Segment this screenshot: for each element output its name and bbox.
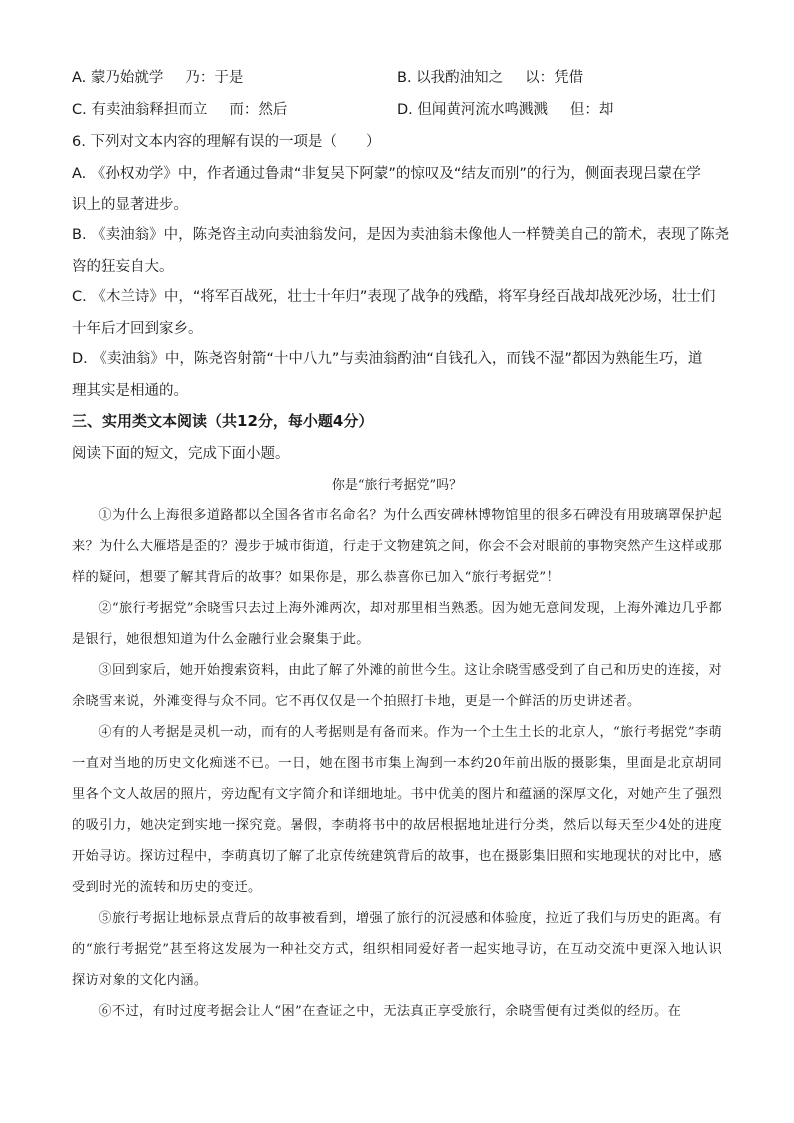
q6-stem: 6. 下列对文本内容的理解有误的一项是（ ） [72,134,381,150]
article-body [72,500,722,1027]
q5-option-c-gloss: 而：然后 [229,102,288,118]
q5-option-d[interactable] [397,98,613,119]
article-paragraph: ①为什么上海很多道路都以全国各省市名命名？为什么西安碑林博物馆里的很多石碑没有用玻璃罩保护起来？为什么大雁塔是歪的？漫步于城市街道，行走于文物建筑之间，你会不会对眼前的事物突然产生这样或那样的疑问，想要了解其背后的故事？如果你是，那么恭喜你已加入“旅行考据党”！ [72,508,722,585]
article-title: 你是“旅行考据党”吗？ [331,478,463,493]
article-paragraph: ⑤旅行考据让地标景点背后的故事被看到，增强了旅行的沉浸感和体验度，拉近了我们与历史的距离。有的“旅行考据党”甚至将这发展为一种社交方式，组织相同爱好者一起实地寻访，在互动交流中更深入地认识探访对象的文化内涵。 [72,911,722,988]
q6-option-a-line-1[interactable]: A. 《孙权劝学》中，作者通过鲁肃“非复吴下阿蒙”的惊叹及“结友而别”的行为，侧面表现吕蒙在学 [72,166,701,182]
q5-option-d-gloss: 但：却 [569,102,614,118]
q5-option-d-text: D. 但闻黄河流水鸣溅溅 [397,102,548,118]
q6-option-d-line-2: 理其实是相通的。 [72,383,188,399]
q5-option-c[interactable] [72,98,287,119]
q5-options-row-2 [72,98,732,126]
q5-option-b-gloss: 以：凭借 [525,70,584,86]
q5-option-a-text: A. 蒙乃始就学 [72,70,164,86]
q5-option-a[interactable] [72,66,243,87]
q5-options-row-1 [72,66,732,94]
q5-option-a-gloss: 乃：于是 [185,70,244,86]
section-heading: 三、实用类文本阅读（共12分，每小题4分） [72,412,374,430]
q5-option-b-text: B. 以我酌油知之 [397,70,504,86]
q6-option-a-line-2: 识上的显著进步。 [72,197,188,213]
q5-option-c-text: C. 有卖油翁释担而立 [72,102,208,118]
article-paragraph: ②“旅行考据党”余晓雪只去过上海外滩两次，却对那里相当熟悉。因为她无意间发现，上海外滩边几乎都是银行，她很想知道为什么金融行业会聚集于此。 [72,601,722,647]
article-paragraph: ③回到家后，她开始搜索资料，由此了解了外滩的前世今生。这让余晓雪感受到了自己和历史的连接，对余晓雪来说，外滩变得与众不同。它不再仅仅是一个拍照打卡地，更是一个鲜活的历史讲述者。 [72,663,722,709]
q6-option-b-line-2: 咨的狂妄自大。 [72,259,174,275]
q6-option-c-line-2: 十年后才回到家乡。 [72,321,203,337]
article-paragraph: ④有的人考据是灵机一动，而有的人考据则是有备而来。作为一个土生土长的北京人，“旅行考据党”李萌一直对当地的历史文化痴迷不已。一日，她在图书市集上淘到一本约20年前出版的摄影集，里面是北京胡同里各个文人故居的照片，旁边配有文字简介和详细地址。书中优美的图片和蕴涵的深厚文化，对她产生了强烈的吸引力，她决定到实地一探究竟。暑假，李萌将书中的故居根据地址进行分类，然后以每天至少4处的进度开始寻访。探访过程中，李萌真切了解了北京传统建筑背后的故事，也在摄影集旧照和实地现状的对比中，感受到时光的流转和历史的变迁。 [72,725,722,895]
q6-option-c-line-1[interactable]: C. 《木兰诗》中，“将军百战死，壮士十年归”表现了战争的残酷，将军身经百战却战死沙场，壮士们 [72,289,716,305]
q6-option-b-line-1[interactable]: B. 《卖油翁》中，陈尧咨主动向卖油翁发问，是因为卖油翁未像他人一样赞美自己的箭术，表现了陈尧 [72,227,730,243]
q6-option-d-line-1[interactable]: D. 《卖油翁》中，陈尧咨射箭“十中八九”与卖油翁酌油“自钱孔入，而钱不湿”都因为熟能生巧，道 [72,351,703,367]
article-paragraph: ⑥不过，有时过度考据会让人“困”在查证之中，无法真正享受旅行，余晓雪便有过类似的经历。在 [98,1004,682,1019]
section-instruction: 阅读下面的短文，完成下面小题。 [72,446,290,462]
q5-option-b[interactable] [397,66,583,87]
